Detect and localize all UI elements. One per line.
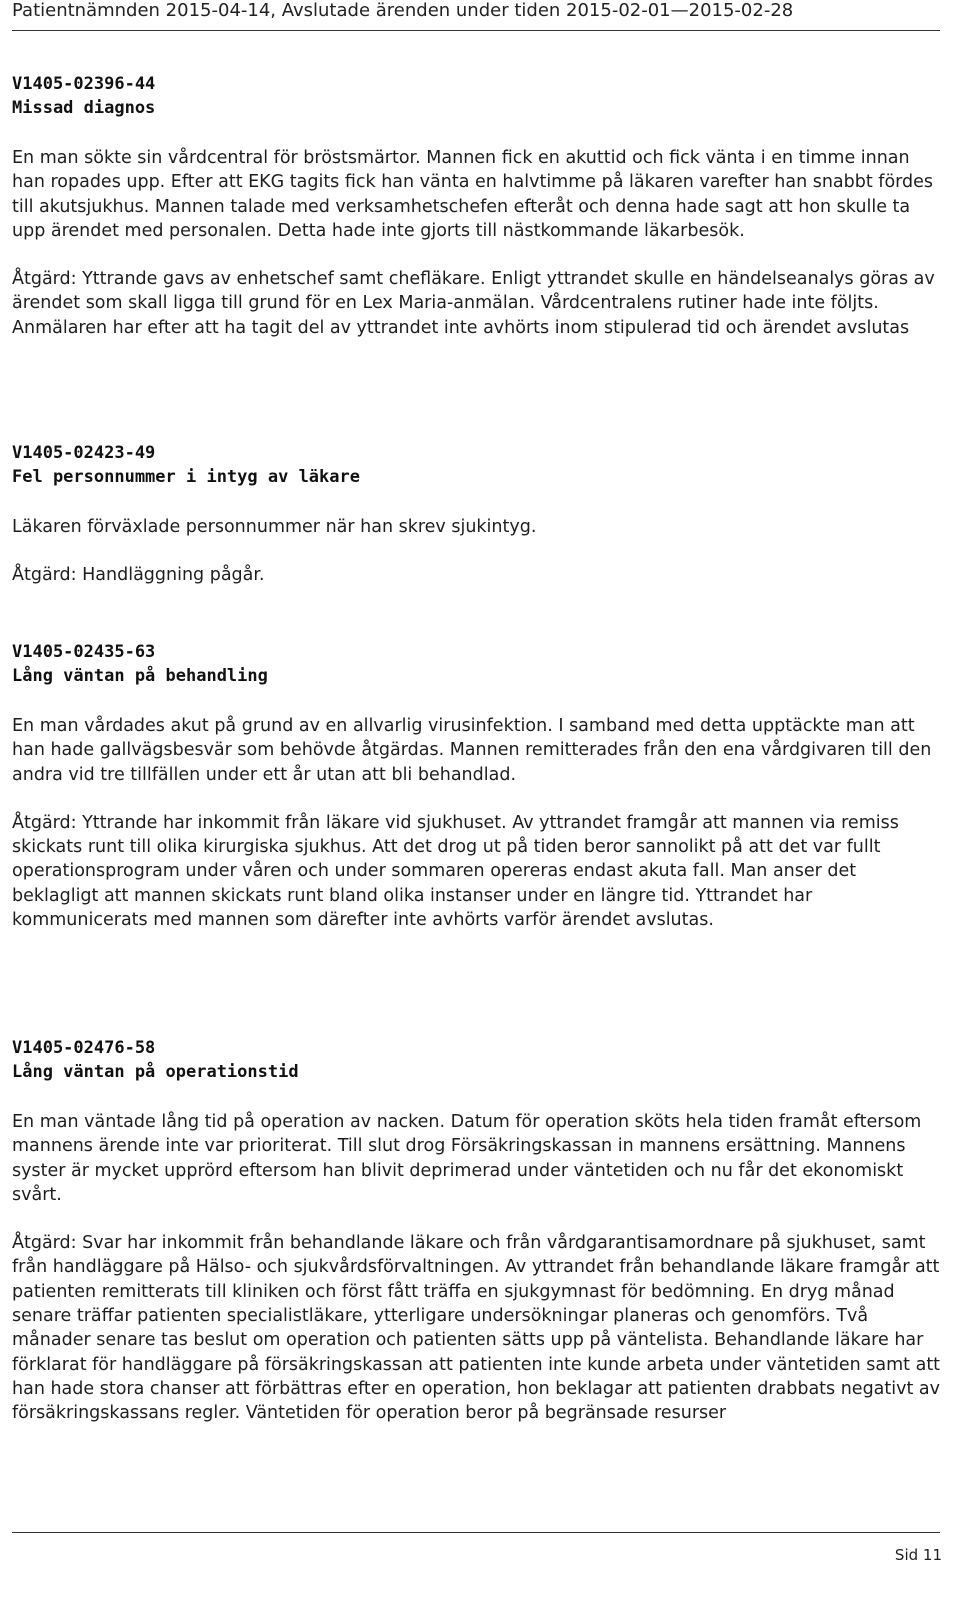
case-description: En man vårdades akut på grund av en allvarlig virusinfektion. I samband med detta upptäckte man att han hade gallvägsbesvär som behövde åtgärdas. Mannen remitterades från den ena vårdgivaren till den andra vid tre tillfällen under ett år utan att bli behandlad. bbox=[12, 716, 932, 785]
case-entry bbox=[12, 72, 942, 340]
case-description: Läkaren förväxlade personnummer när han skrev sjukintyg. bbox=[12, 517, 537, 537]
case-title: Missad diagnos bbox=[12, 98, 156, 118]
case-entry bbox=[12, 1036, 942, 1426]
header-divider bbox=[12, 30, 940, 31]
case-entry bbox=[12, 640, 942, 932]
case-action: Åtgärd: Handläggning pågår. bbox=[12, 565, 265, 586]
case-id: V1405-02476-58 bbox=[12, 1038, 156, 1058]
case-id: V1405-02435-63 bbox=[12, 642, 156, 662]
case-entry bbox=[12, 441, 942, 588]
case-description: En man sökte sin vårdcentral för bröstsmärtor. Mannen fick en akuttid och fick vänta i en timme innan han ropades upp. Efter att EKG tagits fick han vänta en halvtimme på läkaren varefter han snabbt fördes till akutsjukhus. Mannen talade med verksamhetschefen efteråt och denna hade sagt att hon skulle ta upp ärendet med personalen. Detta hade inte gjorts till nästkommande läkarbesök. bbox=[12, 148, 934, 241]
page-number: Sid 11 bbox=[894, 1546, 942, 1564]
case-title: Fel personnummer i intyg av läkare bbox=[12, 467, 360, 487]
footer-divider bbox=[12, 1532, 940, 1533]
page-header-title: Patientnämnden 2015-04-14, Avslutade ärenden under tiden 2015-02-01—2015-02-28 bbox=[12, 0, 794, 21]
case-action: Åtgärd: Yttrande har inkommit från läkare vid sjukhuset. Av yttrandet framgår att mannen via remiss skickats runt till olika kirurgiska sjukhus. Att det drog ut på tiden beror sannolikt på att det var fullt operationsprogram under våren och under sommaren opereras endast akuta fall. Man anser det beklagligt att mannen skickats runt bland olika instanser under en längre tid. Yttrandet har kommunicerats med mannen som därefter inte avhörts varför ärendet avslutas. bbox=[12, 812, 899, 931]
case-id: V1405-02423-49 bbox=[12, 443, 156, 463]
case-action: Åtgärd: Yttrande gavs av enhetschef samt chefläkare. Enligt yttrandet skulle en händelseanalys göras av ärendet som skall ligga till grund för en Lex Maria-anmälan. Vårdcentralens rutiner hade inte följts. Anmälaren har efter att ha tagit del av yttrandet inte avhörts inom stipulerad tid och ärendet avslutas bbox=[12, 269, 935, 338]
case-id: V1405-02396-44 bbox=[12, 74, 156, 94]
case-title: Lång väntan på behandling bbox=[12, 666, 268, 686]
case-action: Åtgärd: Svar har inkommit från behandlande läkare och från vårdgarantisamordnare på sjukhuset, samt från handläggare på Hälso- och sjukvårdsförvaltningen. Av yttrandet från behandlande läkare framgår att patienten remitterats till kliniken och först fått träffa en sjukgymnast för bedömning. En dryg månad senare träffar patienten specialistläkare, ytterligare undersökningar planeras och genomförs. Två månader senare tas beslut om operation och patienten sätts upp på väntelista. Behandlande läkare har förklarat för handläggare på försäkringskassan att patienten inte kunde arbeta under väntetiden samt att han hade stora chanser att förbättras efter en operation, hon beklagar att patienten drabbats negativt av försäkringskassans regler. Väntetiden för operation beror på begränsade resurser bbox=[12, 1233, 941, 1424]
case-description: En man väntade lång tid på operation av nacken. Datum för operation sköts hela tiden framåt eftersom mannens ärende inte var prioriterat. Till slut drog Försäkringskassan in mannens ersättning. Mannens syster är mycket upprörd eftersom han blivit deprimerad under väntetiden och nu får det ekonomiskt svårt. bbox=[12, 1112, 922, 1205]
case-title: Lång väntan på operationstid bbox=[12, 1062, 299, 1082]
